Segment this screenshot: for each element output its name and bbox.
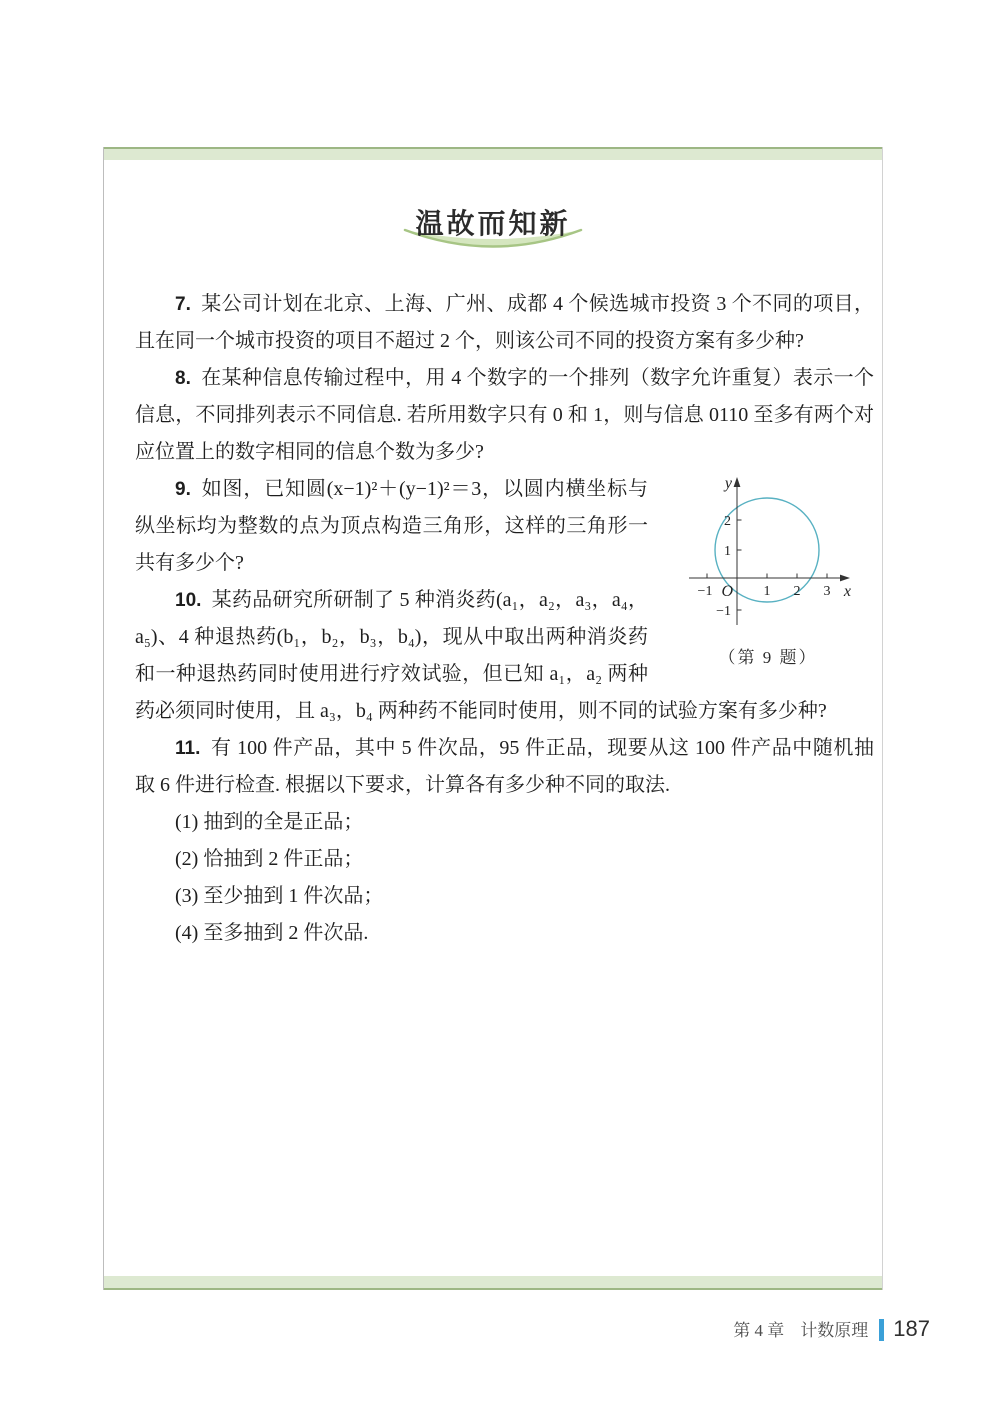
x-axis-arrow [840,575,850,582]
page-panel [103,147,883,1290]
y-axis-label: y [724,475,732,492]
y-tick-1: 1 [724,544,731,559]
problem-7 [135,286,874,360]
figure-problem-9 [662,473,874,676]
problem-11-text: 有 100 件产品，其中 5 件次品，95 件正品，现要从这 100 件产品中随机抽取 6 件进行检查. 根据以下要求，计算各有多少种不同的取法. [135,737,874,796]
problem-11-item-4: (4) 至多抽到 2 件次品. [175,922,369,944]
x-axis-label: x [843,583,851,600]
footer-divider-bar [879,1319,884,1341]
footer-section-label: 计数原理 [800,1321,869,1340]
problem-8-number: 8. [175,368,191,389]
footer-chapter-label: 第 4 章 [733,1321,785,1340]
y-tick-2: 2 [724,514,731,529]
problem-11-item-3: (3) 至少抽到 1 件次品； [175,885,384,907]
problem-7-number: 7. [175,294,191,315]
problem-10-text: 某药品研究所研制了 5 种消炎药(a₁，a₂，a₃，a₄，a₅)、4 种退热药(b₁，b₂，b₃，b₄)，现从中取出两种消炎药和一种退热药同时使用进行疗效试验，但已知 a₁，a₂ 两种药必须同时使用，且 a₃，b₄ 两种药不能同时使用，则不同的试验方案有多少种? [135,589,827,722]
problem-8-text: 在某种信息传输过程中，用 4 个数字的一个排列（数字允许重复）表示一个信息，不同排列表示不同信息. 若所用数字只有 0 和 1，则与信息 0110 至多有两个对应位置上的数字相同的信息个数为多少? [135,367,874,463]
section-title: 温故而知新 [415,208,571,239]
page-number: 187 [893,1316,930,1341]
coordinate-plane [683,473,853,633]
problem-9-number: 9. [175,479,191,500]
problem-7-text: 某公司计划在北京、上海、广州、成都 4 个候选城市投资 3 个不同的项目，且在同一个城市投资的项目不超过 2 个，则该公司不同的投资方案有多少种? [135,293,874,352]
problem-9-text: 如图，已知圆(x−1)²＋(y−1)²＝3，以圆内横坐标与纵坐标均为整数的点为顶点构造三角形，这样的三角形一共有多少个? [135,478,648,574]
problem-10-number: 10. [175,590,202,611]
x-tick-neg1: −1 [697,584,713,599]
problem-11-item-1: (1) 抽到的全是正品； [175,811,364,833]
origin-label: O [721,583,733,600]
x-tick-1: 1 [763,584,771,599]
y-axis-arrow [734,477,741,487]
section-header [104,202,882,258]
problem-8 [135,360,874,471]
problem-11-item-2: (2) 恰抽到 2 件正品； [175,848,364,870]
top-divider-band [104,147,882,160]
x-tick-2: 2 [793,584,801,599]
bottom-divider-band [104,1276,882,1290]
page-footer [0,1316,930,1342]
problems-content [104,286,882,952]
problem-11-number: 11. [175,738,201,759]
figure-caption: （第 9 题） [718,648,818,667]
y-tick-neg1: −1 [716,604,731,619]
x-tick-3: 3 [823,584,831,599]
problem-11 [135,730,874,804]
